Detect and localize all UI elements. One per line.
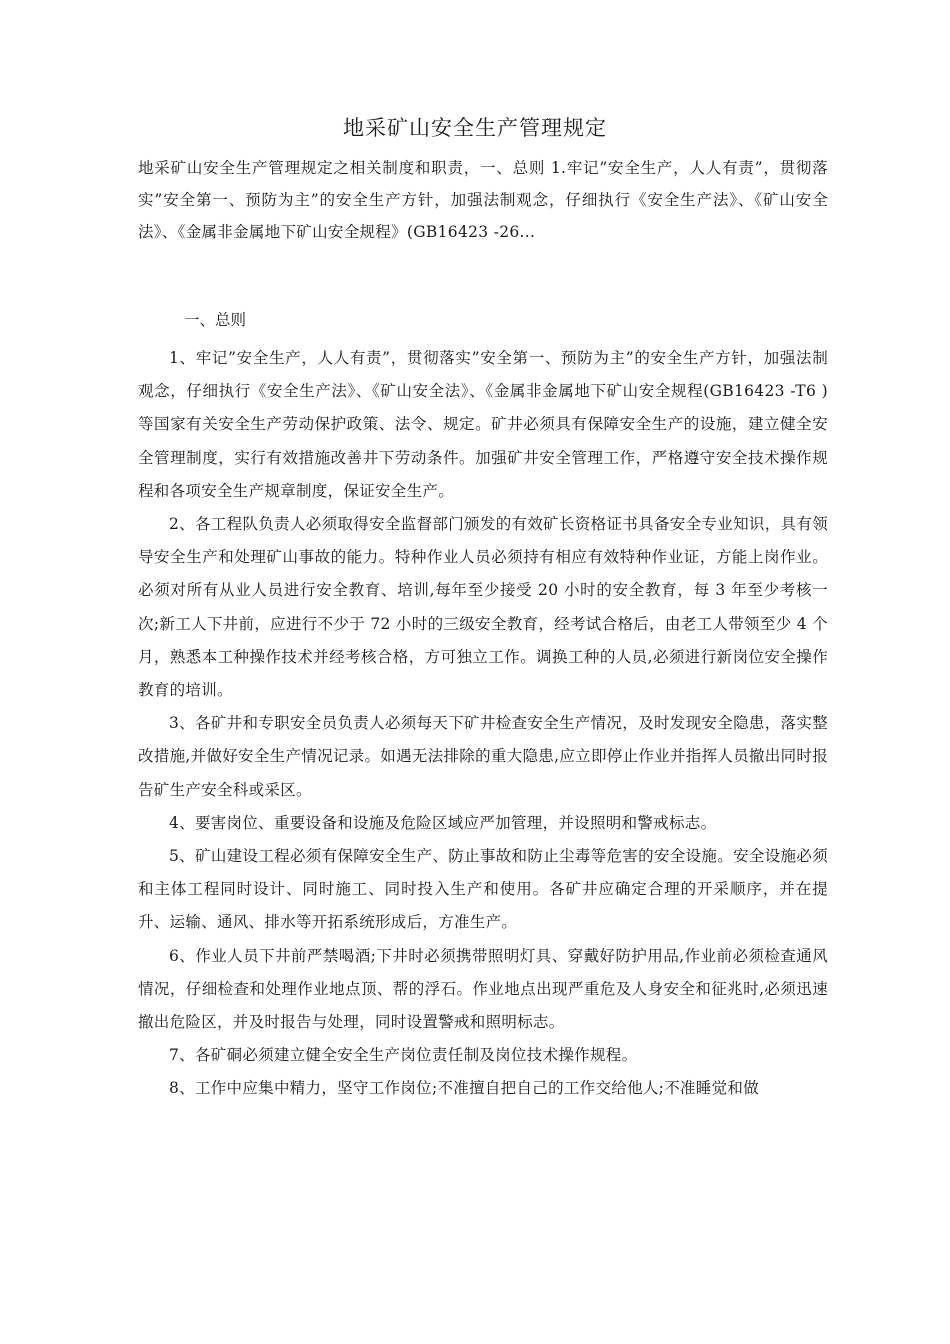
paragraph-4: 4、要害岗位、重要设备和设施及危险区域应严加管理，并设照明和警戒标志。	[169, 813, 717, 832]
section-heading: 一、总则	[184, 311, 247, 329]
paragraph-3: 3、各矿井和专职安全员负责人必须每天下矿井检查安全生产情况，及时发现安全隐患，落实整改措施,并做好安全生产情况记录。如遇无法排除的重大隐患,应立即停止作业并指挥人员撤出同时报告矿生产安全科或采区。	[138, 714, 828, 799]
paragraph-6: 6、作业人员下井前严禁喝酒;下井时必须携带照明灯具、穿戴好防护用品,作业前必须检查通风情况，仔细检查和处理作业地点顶、帮的浮石。作业地点出现严重危及人身安全和征兆时,必须迅速撤出危险区，并及时报告与处理，同时设置警戒和照明标志。	[138, 946, 828, 1032]
document-summary: 地采矿山安全生产管理规定之相关制度和职责，一、总则 1.牢记”安全生产，人人有责”，贯彻落实”安全第一、预防为主”的安全生产方针，加强法制观念，仔细执行《安全生产法》、《矿山安全法》、《金属非金属地下矿山安全规程》(GB16423 -26...	[138, 159, 828, 241]
paragraph-2: 2、各工程队负责人必须取得安全监督部门颁发的有效矿长资格证书具备安全专业知识，具有领导安全生产和处理矿山事故的能力。特种作业人员必须持有相应有效特种作业证，方能上岗作业。必须对所有从业人员进行安全教育、培训,每年至少接受 20 小时的安全教育，每 3 年至少考核一次;新工人下井前，应进行不少于 72 小时的三级安全教育，经考试合格后，由老工人带领至少 4 个月，熟悉本工种操作技术并经考核合格，方可独立工作。调换工种的人员,必须进行新岗位安全操作教育的培训。	[138, 515, 828, 700]
paragraph-1: 1、牢记”安全生产，人人有责”，贯彻落实”安全第一、预防为主”的安全生产方针，加强法制观念，仔细执行《安全生产法》、《矿山安全法》、《金属非金属地下矿山安全规程(GB16423 -T6 )等国家有关安全生产劳动保护政策、法令、规定。矿井必须具有保障安全生产的设施，建立健全安全管理制度，实行有效措施改善井下劳动条件。加强矿井安全管理工作，严格遵守安全技术操作规程和各项安全生产规章制度，保证安全生产。	[138, 349, 828, 500]
paragraph-5: 5、矿山建设工程必须有保障安全生产、防止事故和防止尘毒等危害的安全设施。安全设施必须和主体工程同时设计、同时施工、同时投入生产和使用。各矿井应确定合理的开采顺序，并在提升、运输、通风、排水等开拓系统形成后，方准生产。	[138, 847, 828, 932]
document-body	[138, 342, 828, 1106]
paragraph-7: 7、各矿硐必须建立健全安全生产岗位责任制及岗位技术操作规程。	[169, 1046, 638, 1065]
document-title: 地采矿山安全生产管理规定	[343, 116, 607, 140]
paragraph-8: 8、工作中应集中精力，坚守工作岗位;不准擅自把自己的工作交给他人;不准睡觉和做	[169, 1079, 760, 1098]
